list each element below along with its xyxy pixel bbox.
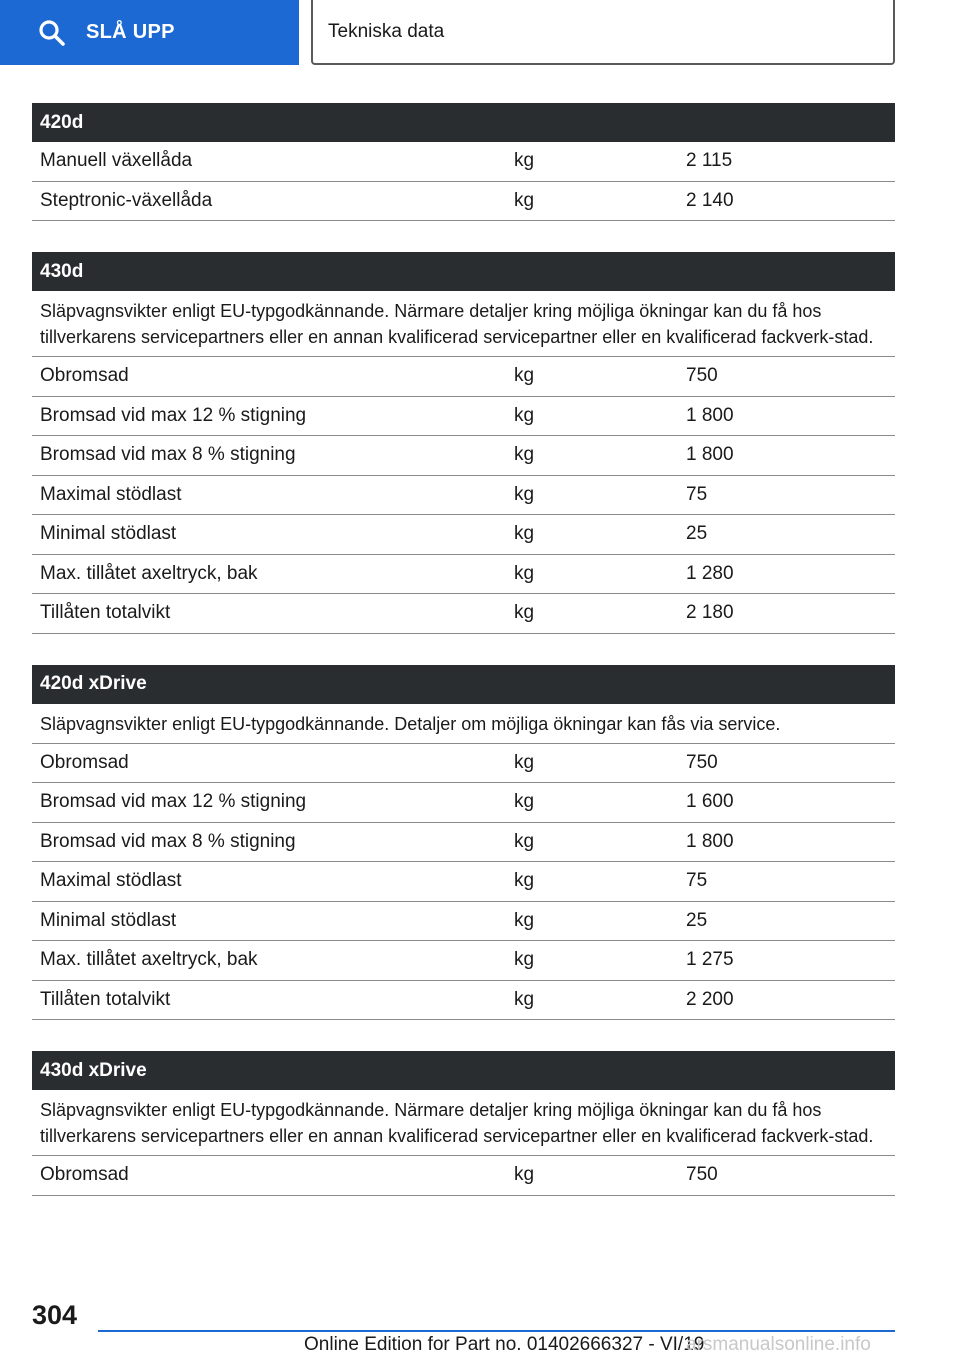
table-row (32, 182, 895, 222)
row-unit: kg (514, 365, 535, 387)
section-420d-xdrive (32, 665, 895, 1021)
row-label: Maximal stödlast (40, 483, 182, 505)
section-420d (32, 103, 895, 221)
footer-divider (98, 1330, 895, 1332)
row-label: Max. tillåtet axeltryck, bak (40, 562, 258, 584)
row-unit: kg (514, 150, 535, 172)
table-row (32, 357, 895, 397)
row-label: Minimal stödlast (40, 523, 177, 545)
row-label: Manuell växellåda (40, 150, 193, 172)
row-value: 1 600 (686, 791, 734, 813)
spec-tables (32, 103, 895, 1227)
row-unit: kg (514, 870, 535, 892)
section-heading: 430d (32, 252, 895, 291)
row-value: 75 (686, 870, 708, 892)
section-description: Släpvagnsvikter enligt EU-typgodkännande. Närmare detaljer kring möjliga ökningar kan du få hos tillverkarens servicepartners eller en annan kvalificerad servicepartner eller en kvalificerad fackverk-stad. (32, 291, 895, 357)
row-value: 750 (686, 365, 718, 387)
section-430d-xdrive (32, 1051, 895, 1196)
row-label: Obromsad (40, 751, 129, 773)
table-row (32, 823, 895, 863)
row-unit: kg (514, 830, 535, 852)
row-label: Tillåten totalvikt (40, 988, 171, 1010)
table-row (32, 902, 895, 942)
row-label: Bromsad vid max 12 % stigning (40, 404, 307, 426)
row-value: 25 (686, 523, 708, 545)
row-value: 1 800 (686, 404, 734, 426)
row-unit: kg (514, 562, 535, 584)
row-unit: kg (514, 751, 535, 773)
row-value: 2 140 (686, 189, 734, 211)
row-label: Obromsad (40, 365, 129, 387)
table-row (32, 142, 895, 182)
page-number: 304 (32, 1300, 78, 1330)
search-button[interactable] (0, 0, 299, 65)
table-row (32, 476, 895, 516)
row-label: Obromsad (40, 1164, 129, 1186)
row-value: 25 (686, 909, 708, 931)
table-row (32, 397, 895, 437)
row-unit: kg (514, 404, 535, 426)
row-unit: kg (514, 791, 535, 813)
row-label: Maximal stödlast (40, 870, 182, 892)
search-icon (38, 19, 66, 47)
row-unit: kg (514, 909, 535, 931)
section-description: Släpvagnsvikter enligt EU-typgodkännande. Närmare detaljer kring möjliga ökningar kan du få hos tillverkarens servicepartners eller en annan kvalificerad servicepartner eller en kvalificerad fackverk-stad. (32, 1090, 895, 1156)
row-value: 1 800 (686, 444, 734, 466)
edition-text: Online Edition for Part no. 01402666327 - VI/19 (304, 1334, 705, 1355)
row-value: 1 800 (686, 830, 734, 852)
row-label: Max. tillåtet axeltryck, bak (40, 949, 258, 971)
row-label: Bromsad vid max 12 % stigning (40, 791, 307, 813)
row-unit: kg (514, 949, 535, 971)
row-value: 1 275 (686, 949, 734, 971)
section-heading: 420d (32, 103, 895, 142)
row-unit: kg (514, 602, 535, 624)
row-value: 2 200 (686, 988, 734, 1010)
row-value: 2 180 (686, 602, 734, 624)
row-value: 750 (686, 1164, 718, 1186)
table-row (32, 515, 895, 555)
table-row (32, 981, 895, 1021)
row-value: 75 (686, 483, 708, 505)
row-unit: kg (514, 189, 535, 211)
section-description: Släpvagnsvikter enligt EU-typgodkännande. Detaljer om möjliga ökningar kan fås via service. (32, 704, 895, 744)
table-row (32, 555, 895, 595)
row-label: Tillåten totalvikt (40, 602, 171, 624)
row-label: Minimal stödlast (40, 909, 177, 931)
watermark-text: arsmanualsonline.info (686, 1334, 871, 1355)
section-heading: 430d xDrive (32, 1051, 895, 1090)
table-row (32, 941, 895, 981)
row-label: Bromsad vid max 8 % stigning (40, 830, 296, 852)
table-row (32, 744, 895, 784)
table-row (32, 783, 895, 823)
table-row (32, 1156, 895, 1196)
row-unit: kg (514, 988, 535, 1010)
row-unit: kg (514, 1164, 535, 1186)
table-row (32, 436, 895, 476)
table-row (32, 862, 895, 902)
row-label: Bromsad vid max 8 % stigning (40, 444, 296, 466)
table-row (32, 594, 895, 634)
row-value: 1 280 (686, 562, 734, 584)
chapter-title (311, 0, 895, 65)
row-label: Steptronic-växellåda (40, 189, 213, 211)
row-unit: kg (514, 444, 535, 466)
section-heading: 420d xDrive (32, 665, 895, 704)
row-unit: kg (514, 483, 535, 505)
row-value: 2 115 (686, 150, 733, 172)
row-unit: kg (514, 523, 535, 545)
row-value: 750 (686, 751, 718, 773)
search-label: SLÅ UPP (86, 21, 175, 43)
section-430d (32, 252, 895, 634)
chapter-title-text: Tekniska data (328, 20, 445, 42)
